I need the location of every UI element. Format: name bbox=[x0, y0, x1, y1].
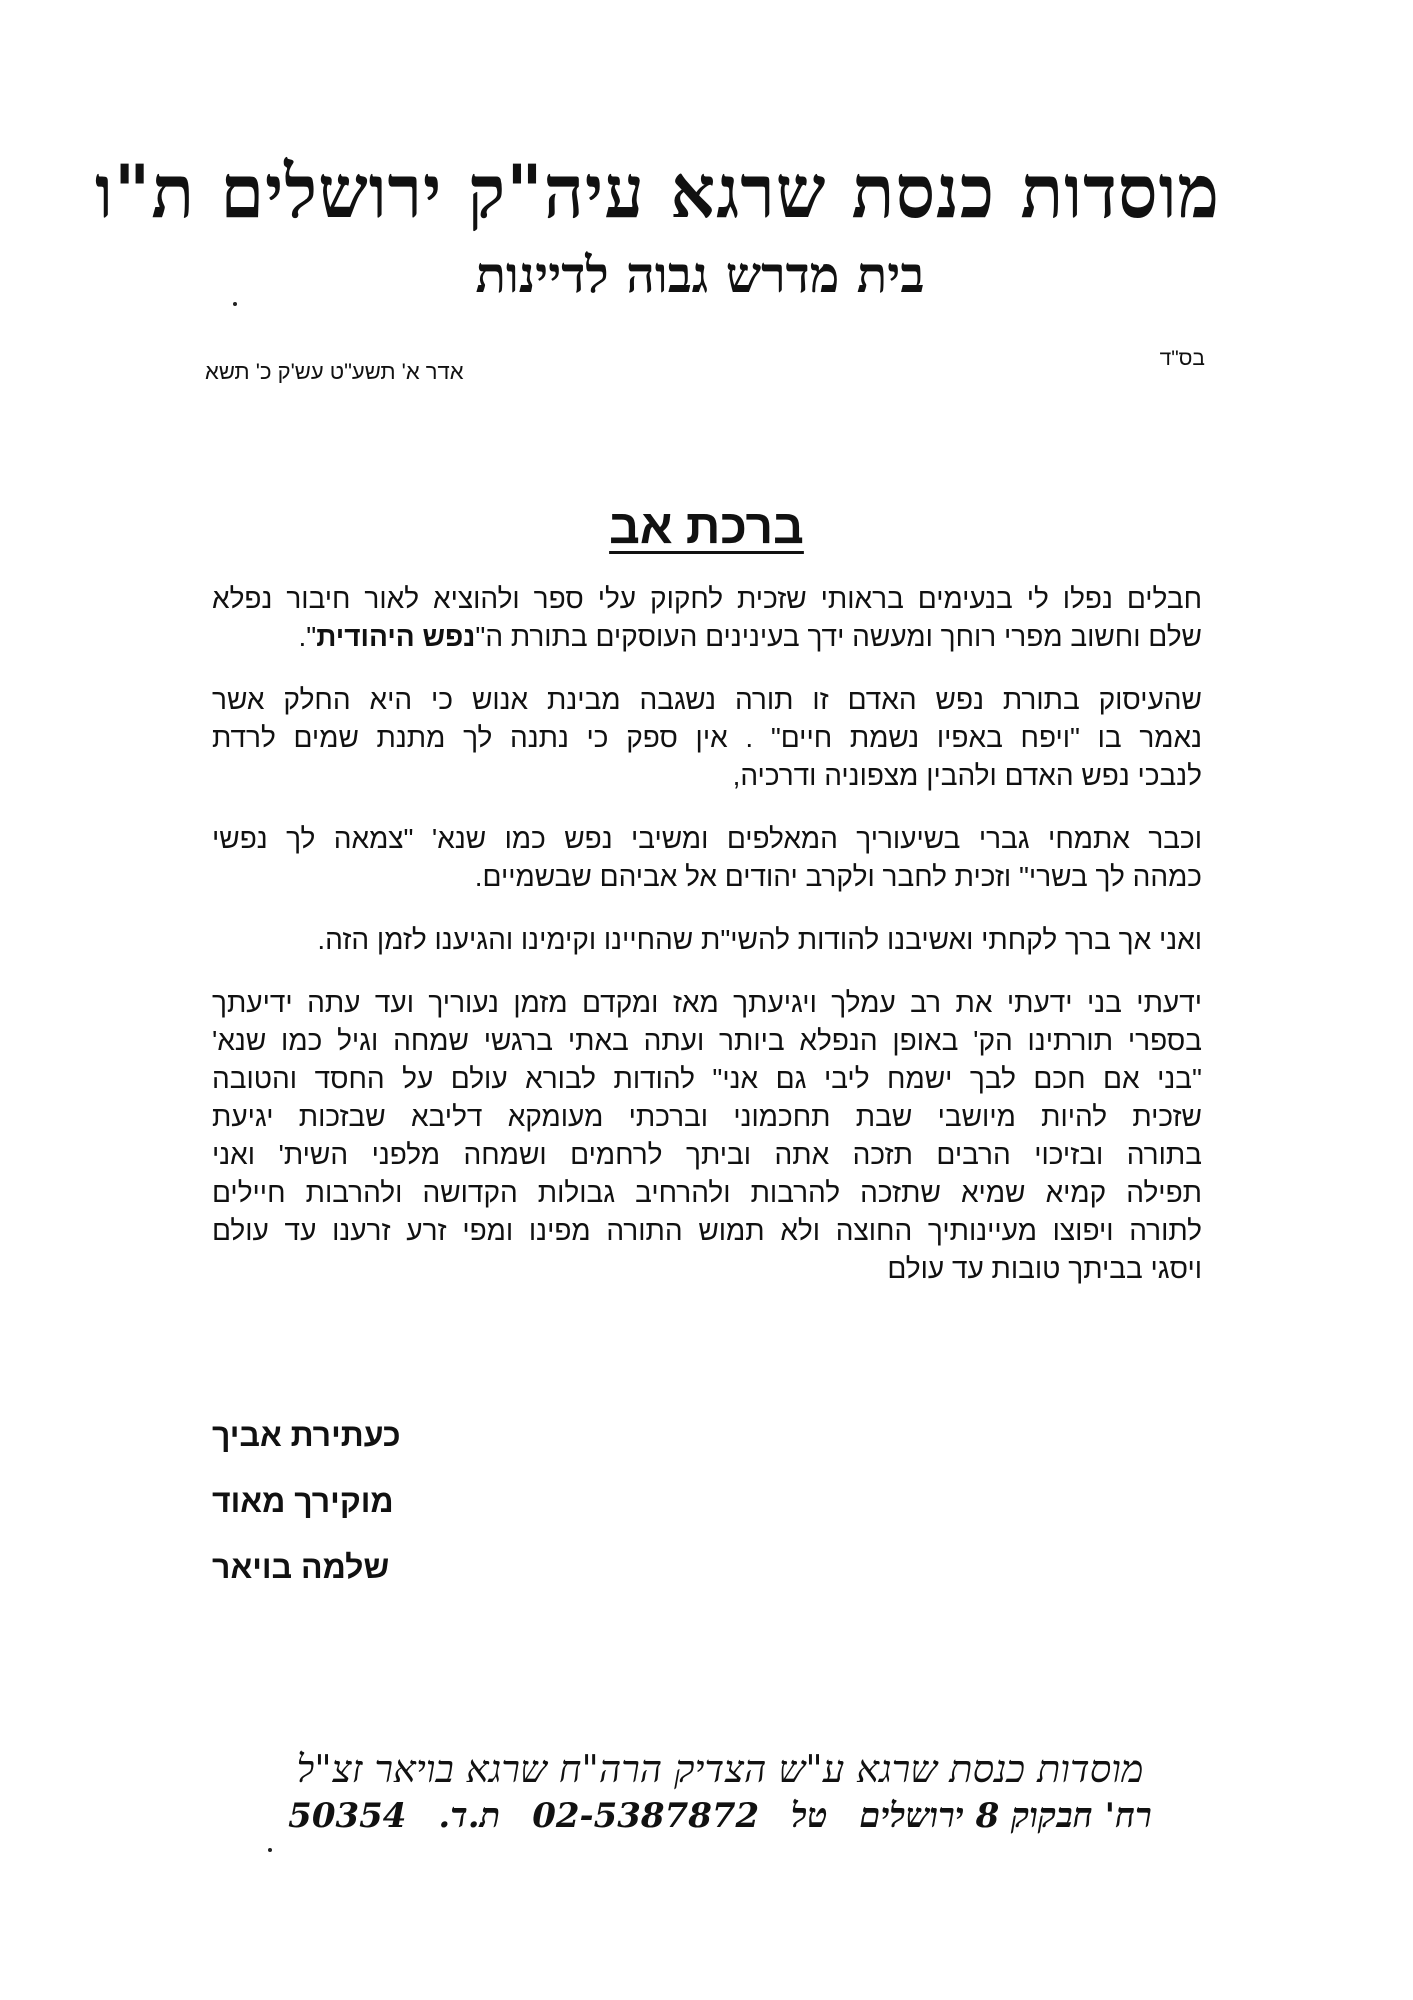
scan-speck bbox=[233, 302, 237, 306]
body-line: כמהה לך בשרי" וזכית לחבר ולקרב יהודים אל אביהם שבשמיים. bbox=[474, 861, 1202, 892]
body-line: "בני אם חכם לבך ישמח ליבי גם אני" להודות לבורא עולם על החסד והטובה bbox=[212, 1063, 1202, 1094]
letter-date: אדר א' תשע"ט עש'ק כ' תשא bbox=[205, 359, 464, 384]
paragraph bbox=[212, 820, 1202, 896]
body-line: שזכית להיות מיושבי שבת תחכמוני וברכתי מעומקא דליבא שבזכות יגיעת bbox=[212, 1101, 1202, 1132]
footer-phone: 02-5387872 bbox=[532, 1796, 760, 1836]
footer-contact bbox=[240, 1793, 1200, 1839]
bsd-mark: בס"ד bbox=[1159, 347, 1205, 370]
body-line: ואני אך ברך לקחתי ואשיבנו להודות להשי"ת שהחיינו וקימינו והגיענו לזמן הזה. bbox=[317, 924, 1202, 955]
footer-id-label: ת.ד. bbox=[438, 1796, 501, 1836]
signature-line: מוקירך מאוד bbox=[212, 1483, 394, 1519]
footer-id-number: 50354 bbox=[288, 1796, 407, 1836]
signature-line: כעתירת אביך bbox=[212, 1417, 401, 1453]
body-line: שהעיסוק בתורת נפש האדם זו תורה נשגבה מבינת אנוש כי היא החלק אשר bbox=[212, 684, 1202, 715]
body-line: חבלים נפלו לי בנעימים בראותי שזכית לחקוק עלי ספר ולהוציא לאור חיבור נפלא bbox=[212, 583, 1202, 614]
footer-phone-label: טל bbox=[791, 1796, 828, 1836]
body-line: בספרי תורתינו הק' באופן הנפלא ביותר ועתה באתי ברגשי שמחה וגיל כמו שנא' bbox=[212, 1025, 1202, 1056]
signature-name: שלמה בויאר bbox=[212, 1549, 390, 1585]
letter-title bbox=[0, 498, 1413, 558]
body-line: נאמר בו "ויפח באפיו נשמת חיים" . אין ספק כי נתנה לך מתנת שמים לרדת bbox=[212, 722, 1202, 753]
body-line: תפילה קמיא שמיא שתזכה להרבות ולהרחיב גבולות הקדושה ולהרבות חיילים bbox=[212, 1177, 1202, 1208]
footer-address: רח' חבקוק 8 ירושלים bbox=[859, 1796, 1152, 1836]
body-line: לתורה ויפוצו מעיינותיך החוצה ולא תמוש התורה מפינו ומפי זרע זרענו עד עולם bbox=[212, 1215, 1202, 1246]
scan-speck bbox=[268, 1848, 272, 1852]
letter-title-text: ברכת אב bbox=[609, 501, 804, 554]
letterhead-footer bbox=[240, 1745, 1200, 1839]
book-title: נפש היהודית bbox=[316, 621, 476, 652]
letterhead-title: מוסדות כנסת שרגא עיה"ק ירושלים ת"ו bbox=[94, 147, 1220, 236]
letter-body bbox=[212, 580, 1202, 1313]
paragraph bbox=[212, 681, 1202, 795]
body-line: וכבר אתמחי גברי בשיעוריך המאלפים ומשיבי נפש כמו שנא' "צמאה לך נפשי bbox=[212, 823, 1202, 854]
body-line: בתורה ובזיכוי הרבים תזכה אתה וביתך לרחמים ושמחה מלפני השית' ואני bbox=[212, 1139, 1202, 1170]
body-line: ויסגי בביתך טובות עד עולם bbox=[887, 1253, 1202, 1284]
body-line bbox=[212, 618, 1202, 656]
body-line-text: שלם וחשוב מפרי רוחך ומעשה ידך בעינינים העוסקים בתורת ה" bbox=[475, 621, 1202, 652]
paragraph bbox=[212, 984, 1202, 1288]
body-line: ידעתי בני ידעתי את רב עמלך ויגיעתך מאז ומקדם מזמן נעוריך ועד עתה ידיעתך bbox=[212, 987, 1202, 1018]
paragraph bbox=[212, 921, 1202, 959]
paragraph bbox=[212, 580, 1202, 656]
body-line-text: ". bbox=[298, 621, 317, 652]
letterhead-subtitle: בית מדרש גבוה לדיינות bbox=[475, 245, 925, 304]
signature-block bbox=[212, 1402, 812, 1600]
footer-institution: מוסדות כנסת שרגא ע"ש הצדיק הרה"ח שרגא בויאר זצ"ל bbox=[296, 1747, 1144, 1791]
body-line: לנבכי נפש האדם ולהבין מצפוניה ודרכיה, bbox=[732, 760, 1202, 791]
